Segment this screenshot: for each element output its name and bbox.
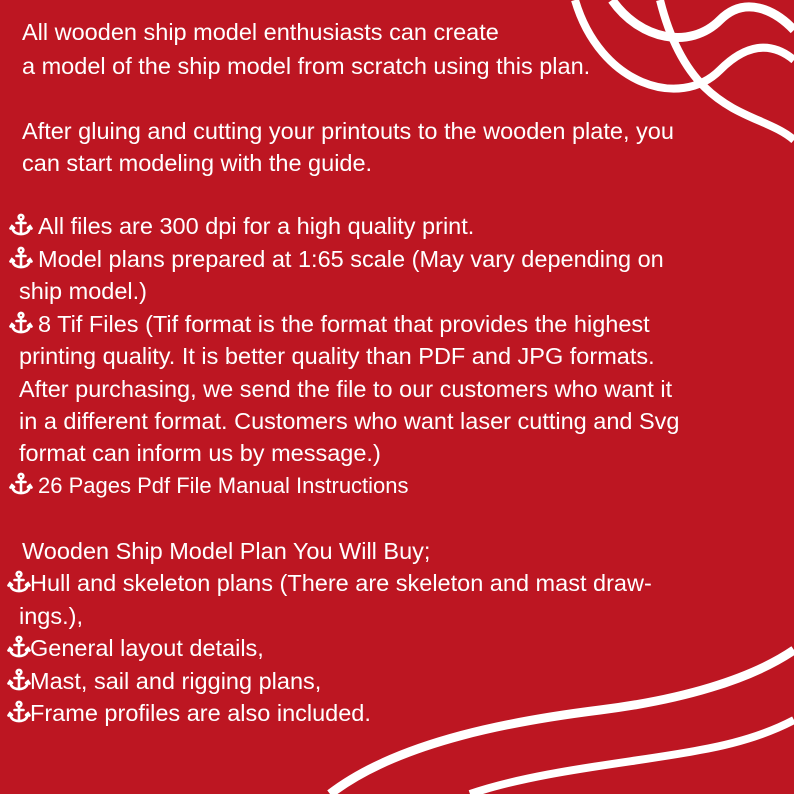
- anchor-icon: [8, 311, 34, 335]
- feature-text: Model plans prepared at 1:65 scale (May vary depending on: [38, 246, 664, 272]
- feature-item: [8, 308, 650, 340]
- plan-item: [6, 567, 652, 599]
- plan-heading: Wooden Ship Model Plan You Will Buy;: [22, 538, 431, 564]
- intro-line: can start modeling with the guide.: [22, 150, 373, 176]
- bottom-wave-lower: [470, 720, 794, 794]
- anchor-icon: [8, 472, 34, 496]
- intro-line: All wooden ship model enthusiasts can create: [22, 19, 499, 45]
- plan-text-continued: ings.),: [19, 603, 83, 629]
- intro-line: After gluing and cutting your printouts to the wooden plate, you: [22, 118, 674, 144]
- intro-line: a model of the ship model from scratch using this plan.: [22, 53, 591, 79]
- anchor-icon: [8, 246, 34, 270]
- plan-item: [6, 697, 371, 729]
- feature-item: [8, 243, 664, 275]
- plan-text: Hull and skeleton plans (There are skeleton and mast draw-: [30, 570, 652, 596]
- plan-text: Frame profiles are also included.: [30, 700, 371, 726]
- feature-text-continued: format can inform us by message.): [19, 440, 381, 466]
- feature-text-continued: ship model.): [19, 278, 147, 304]
- feature-text: 8 Tif Files (Tif format is the format that provides the highest: [38, 311, 650, 337]
- plan-item: [6, 632, 264, 664]
- anchor-icon: [8, 213, 34, 237]
- feature-text-continued: printing quality. It is better quality than PDF and JPG formats.: [19, 343, 655, 369]
- anchor-icon: [6, 570, 30, 594]
- feature-item: [8, 470, 409, 502]
- top-right-wave-outer: [612, 0, 794, 37]
- top-right-wave-inner: [660, 0, 794, 140]
- anchor-icon: [6, 635, 30, 659]
- plan-text: General layout details,: [30, 635, 264, 661]
- anchor-icon: [6, 700, 30, 724]
- feature-item: [8, 210, 474, 242]
- plan-text: Mast, sail and rigging plans,: [30, 668, 322, 694]
- anchor-icon: [6, 668, 30, 692]
- feature-text-continued: After purchasing, we send the file to our customers who want it: [19, 376, 673, 402]
- feature-text: 26 Pages Pdf File Manual Instructions: [38, 473, 409, 498]
- feature-text: All files are 300 dpi for a high quality print.: [38, 213, 475, 239]
- feature-text-continued: in a different format. Customers who want laser cutting and Svg: [19, 408, 680, 434]
- plan-item: [6, 665, 321, 697]
